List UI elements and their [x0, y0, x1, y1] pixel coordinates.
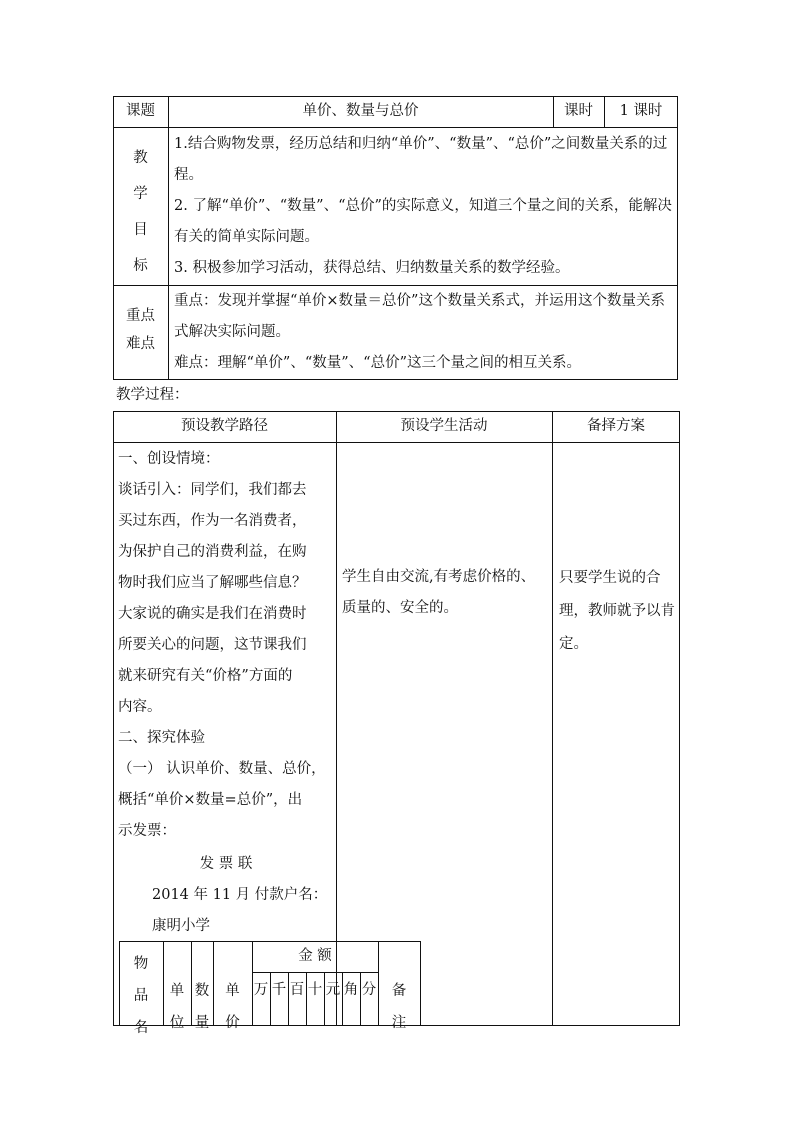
- path-line: 内容。: [118, 699, 162, 715]
- invoice-subcol-jiao: 角: [343, 982, 359, 998]
- header-student-activity: 预设学生活动: [400, 418, 488, 434]
- invoice-subcol-shi: 十: [307, 982, 323, 998]
- invoice-subcol-fen: 分: [361, 982, 377, 998]
- process-title: 教学过程：: [116, 387, 189, 403]
- path-line: 买过东西，作为一名消费者，: [118, 513, 307, 529]
- invoice-date-line: 2014 年 11 月 付款户名：: [152, 887, 328, 903]
- invoice-title: 发 票 联: [199, 856, 253, 872]
- path-line: 谈话引入：同学们，我们都去: [118, 482, 307, 498]
- path-line: 为保护自己的消费利益，在购: [118, 544, 307, 560]
- period-label: 课时: [564, 103, 593, 119]
- teaching-path-text: [118, 444, 334, 847]
- header-teaching-path: 预设教学路径: [181, 418, 268, 434]
- objective-2: 2. 了解“单价”、“数量”、“总价”的实际意义，知道三个量之间的关系，能解决有关的简单实际问题。: [174, 198, 672, 245]
- invoice-col-item: 物 品 名: [133, 956, 149, 1036]
- period-value: 1 课时: [619, 103, 663, 119]
- invoice-col-price: 单 价: [225, 983, 240, 1031]
- header-alternative-plan: 备择方案: [587, 418, 645, 434]
- alternative-plan-text: 只要学生说的合理，教师就予以肯定。: [559, 570, 675, 652]
- invoice-subcol-bai: 百: [289, 982, 305, 998]
- path-line: 概括“单价×数量=总价”，出: [118, 792, 303, 808]
- invoice-subcol-qian: 千: [271, 982, 287, 998]
- topic-value: 单价、数量与总价: [302, 103, 419, 119]
- keypoint-text: 重点：发现并掌握“单价×数量＝总价”这个数量关系式，并运用这个数量关系式解决实际问题。: [174, 293, 665, 340]
- invoice-subcol-yuan: 元: [325, 982, 341, 998]
- invoice-col-unit: 单 位: [169, 983, 185, 1031]
- keypoints-label: 重点 难点: [126, 308, 155, 352]
- invoice-table: [119, 941, 421, 1036]
- path-line: 一、创设情境：: [118, 451, 220, 467]
- invoice-col-note: 备 注: [391, 983, 407, 1031]
- path-line: 就来研究有关“价格”方面的: [118, 668, 293, 684]
- difficulty-text: 难点：理解“单价”、“数量”、“总价”这三个量之间的相互关系。: [174, 355, 581, 371]
- path-line: （一） 认识单价、数量、总价，: [118, 761, 326, 777]
- path-line: 物时我们应当了解哪些信息？: [118, 575, 307, 591]
- student-activity-text: 学生自由交流,有考虑价格的、质量的、安全的。: [342, 569, 536, 616]
- path-line: 示发票：: [118, 823, 176, 839]
- path-line: 二、探究体验: [118, 730, 205, 746]
- invoice-subcol-wan: 万: [253, 982, 269, 998]
- objective-3: 3. 积极参加学习活动，获得总结、归纳数量关系的数学经验。: [174, 260, 570, 276]
- path-line: 所要关心的问题，这节课我们: [118, 637, 307, 653]
- invoice-payer: 康明小学: [152, 918, 210, 934]
- objectives-label: 教 学 目 标: [133, 150, 148, 274]
- path-line: 大家说的确实是我们在消费时: [118, 606, 307, 622]
- invoice-col-amount: 金 额: [298, 948, 332, 964]
- topic-label: 课题: [126, 103, 155, 119]
- objective-1: 1.结合购物发票，经历总结和归纳“单价”、“数量”、“总价”之间数量关系的过程。: [174, 136, 668, 183]
- invoice-col-qty: 数 量: [194, 983, 210, 1031]
